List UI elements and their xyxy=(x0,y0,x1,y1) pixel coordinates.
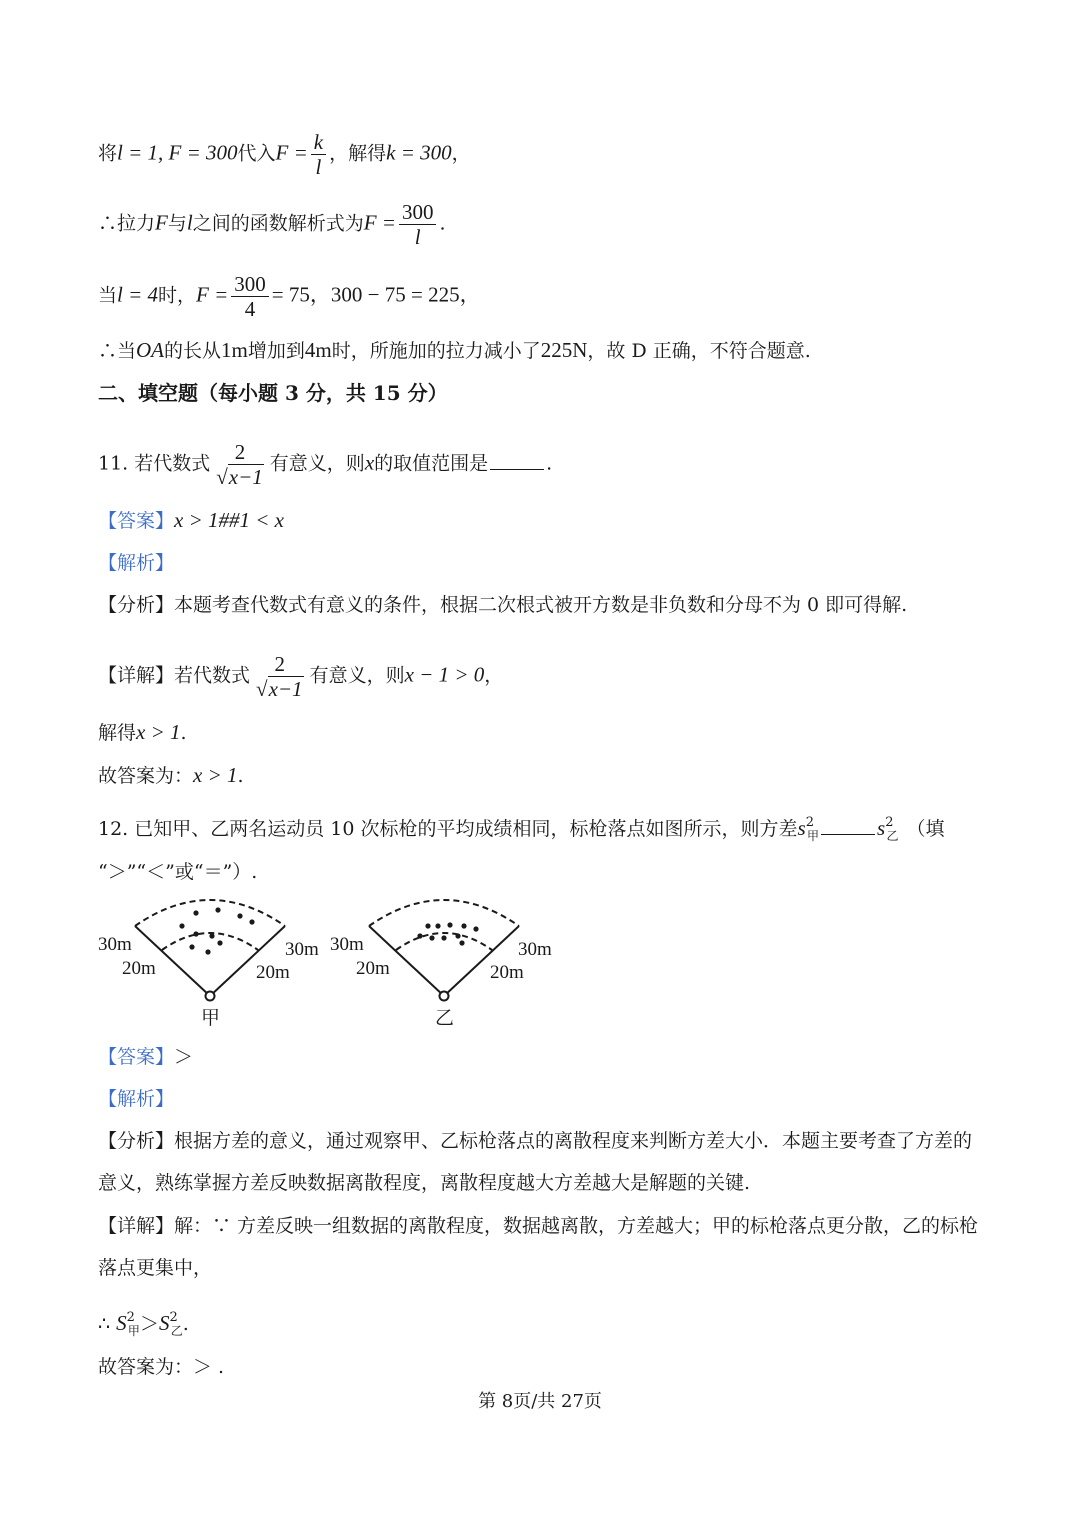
distance-20m-right-yi: 20m xyxy=(490,962,524,983)
page-footer: 第 8页/共 27页 xyxy=(478,1391,602,1412)
q12-answer: 【答案】＞ xyxy=(98,1046,194,1068)
q12-fenxi-1: 【分析】根据方差的意义，通过观察甲、乙标枪落点的离散程度来判断方差大小．本题主要考查了方差的 xyxy=(98,1130,973,1152)
figure-yi xyxy=(330,900,552,1029)
q12-detail-2: 落点更集中， xyxy=(98,1257,213,1279)
q11-answer: 【答案】x > 1##1 < x xyxy=(98,508,284,532)
question-11: 11. 若代数式 $\frac{2}{√x-1}$ 有意义，则x的取值范围是 . xyxy=(98,440,553,489)
fraction-300-over-4: $\frac{300}{4}$ xyxy=(231,272,269,321)
javelin-figure xyxy=(92,892,572,1032)
question-12-line-2: “＞”“＜”或“＝”）. xyxy=(98,861,258,883)
q12-fenxi-2: 意义，熟练掌握方差反映数据离散程度，离散程度越大方差越大是解题的关键. xyxy=(98,1172,751,1194)
q12-analysis-label: 【解析】 xyxy=(98,1088,175,1110)
q12-conclusion: ∴ $S^2_甲>S^2_乙$. xyxy=(98,1310,189,1338)
label-jia: 甲 xyxy=(201,1008,221,1029)
solution-line-2: ∴拉力F与l之间的函数解析式为F = $\frac{300}{l}$ . xyxy=(98,200,446,249)
question-12-line-1: 12. 已知甲、乙两名运动员 10 次标枪的平均成绩相同，标枪落点如图所示，则方差$s^2_甲$ $s^2_乙$ （填 xyxy=(98,815,945,843)
section-title: 二、填空题（每小题 3 分，共 15 分） xyxy=(98,381,448,405)
answer-label: 【答案】 xyxy=(98,1046,175,1068)
distance-20m-left: 20m xyxy=(122,958,156,979)
distance-30m-right: 30m xyxy=(285,939,319,960)
q11-final: 故答案为：x > 1. xyxy=(98,763,244,787)
distance-30m-right-yi: 30m xyxy=(518,939,552,960)
solution-line-1: 将l = 1, F = 300代入F = $\frac{k}{l}$ ，解得k = 300， xyxy=(98,130,471,179)
distance-20m-right: 20m xyxy=(256,962,290,983)
figure-jia xyxy=(98,900,319,1029)
q11-fenxi: 【分析】本题考查代数式有意义的条件，根据二次根式被开方数是非负数和分母不为 0 即可得解. xyxy=(98,594,908,616)
fraction-300-over-l: $\frac{300}{l}$ xyxy=(399,200,437,249)
label-yi: 乙 xyxy=(435,1008,455,1029)
solution-line-3: 当l = 4时，F = $\frac{300}{4}$ = 75，300 − 75 = 225， xyxy=(98,272,481,321)
q12-final: 故答案为：＞ . xyxy=(98,1356,225,1378)
fraction-2-over-sqrt: $\frac{2}{√x-1}$ xyxy=(216,440,263,489)
q11-detail: 【详解】若代数式 $\frac{2}{√x-1}$ 有意义，则x − 1 > 0， xyxy=(98,652,504,701)
answer-blank xyxy=(490,449,544,470)
answer-label: 【答案】 xyxy=(98,510,175,532)
q12-detail-1: 【详解】解：∵ 方差反映一组数据的离散程度，数据越离散，方差越大；甲的标枪落点更分散，乙的标枪 xyxy=(98,1215,979,1237)
distance-30m-left-yi: 30m xyxy=(330,934,364,955)
answer-blank xyxy=(821,814,875,835)
fraction-2-over-sqrt-detail: $\frac{2}{√x-1}$ xyxy=(256,652,303,701)
q11-solve: 解得x > 1. xyxy=(98,720,187,744)
q11-analysis-label: 【解析】 xyxy=(98,552,175,574)
solution-line-4: ∴当OA的长从1m增加到4m时，所施加的拉力减小了225N，故 D 正确，不符合题意. xyxy=(98,338,811,362)
fraction-k-over-l: $\frac{k}{l}$ xyxy=(311,130,326,179)
distance-20m-left-yi: 20m xyxy=(356,958,390,979)
distance-30m-left: 30m xyxy=(98,934,132,955)
